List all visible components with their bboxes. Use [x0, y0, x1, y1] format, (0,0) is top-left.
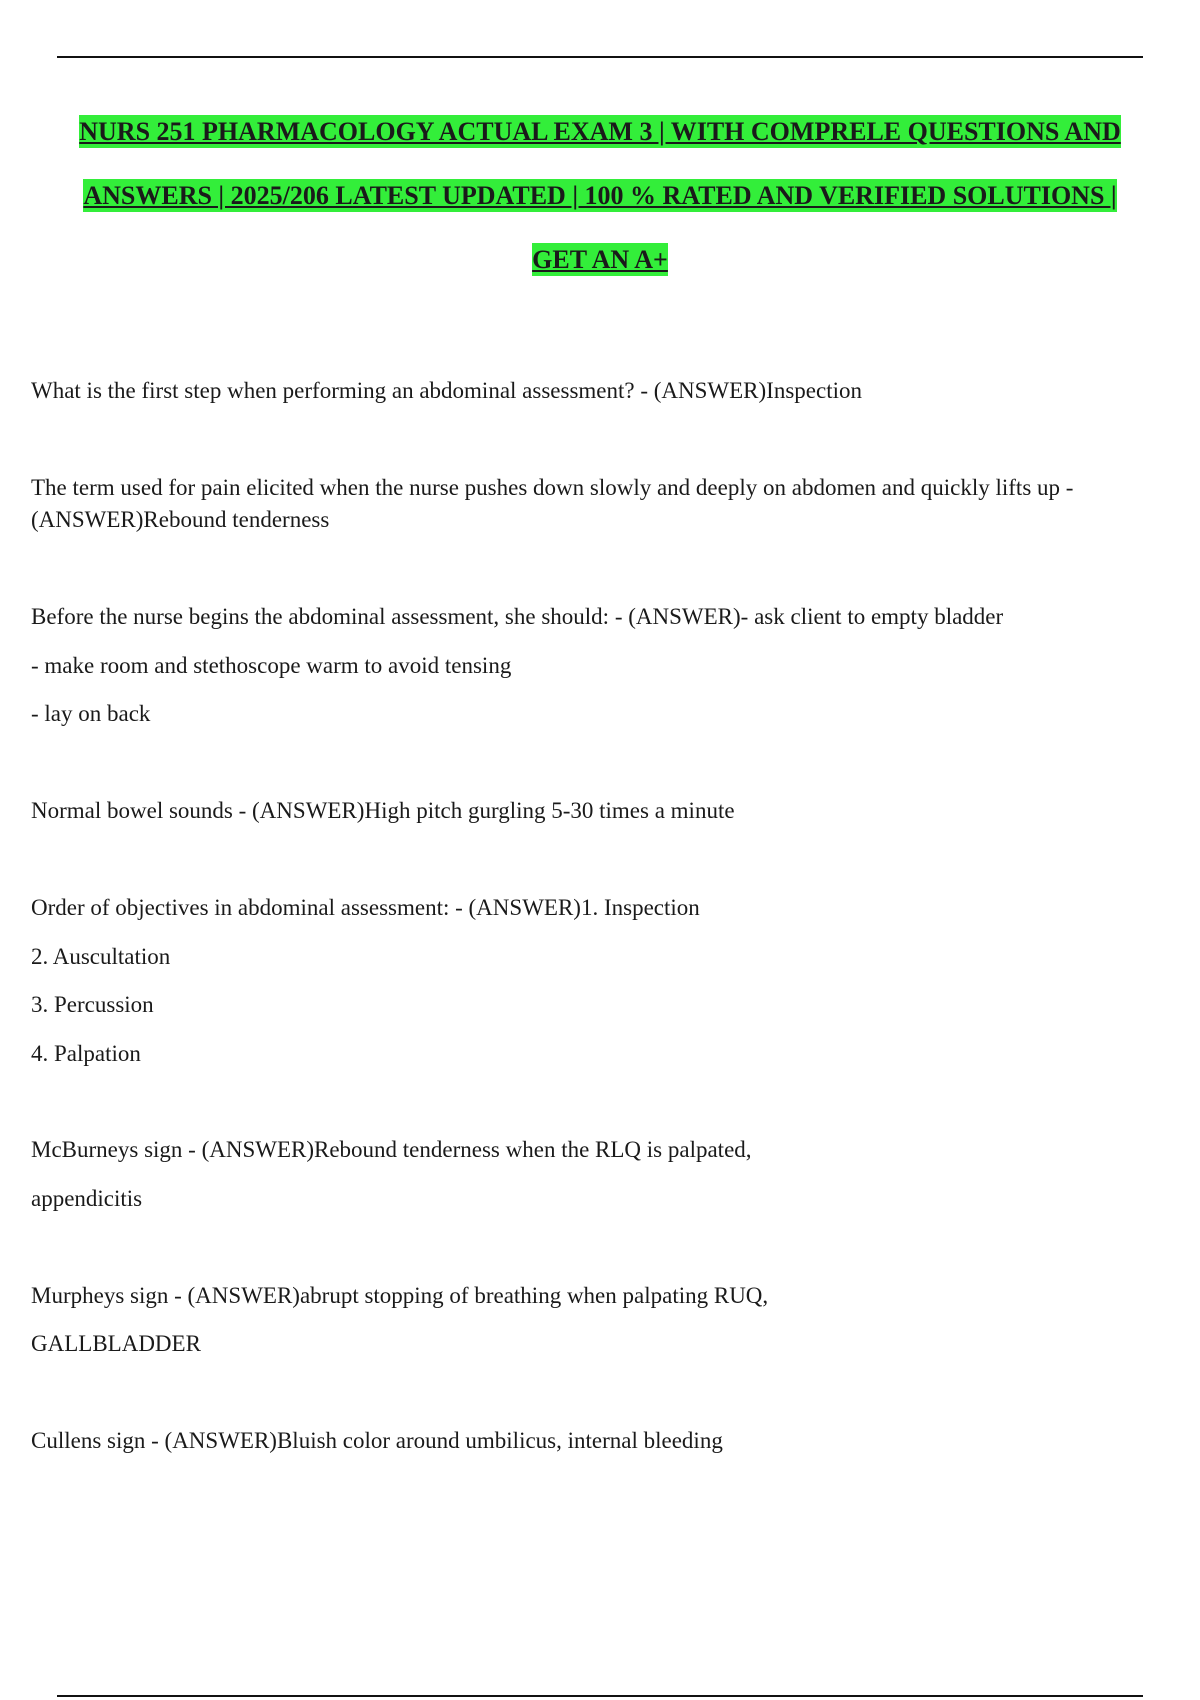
- qa-line-8: Order of objectives in abdominal assessment: - (ANSWER)1. Inspection: [31, 895, 700, 920]
- qa-line-14: Murpheys sign - (ANSWER)abrupt stopping of breathing when palpating RUQ,: [31, 1283, 769, 1308]
- qa-line-6: - lay on back: [31, 701, 151, 726]
- top-rule: [57, 56, 1143, 58]
- qa-line-3: (ANSWER)Rebound tenderness: [31, 507, 330, 532]
- qa-line-5: - make room and stethoscope warm to avoid tensing: [31, 653, 512, 678]
- qa-line-1: What is the first step when performing an abdominal assessment? - (ANSWER)Inspection: [31, 378, 862, 403]
- qa-line-13: appendicitis: [31, 1186, 143, 1211]
- qa-line-16: Cullens sign - (ANSWER)Bluish color around umbilicus, internal bleeding: [31, 1428, 723, 1453]
- qa-line-11: 4. Palpation: [31, 1041, 141, 1066]
- qa-line-7: Normal bowel sounds - (ANSWER)High pitch gurgling 5-30 times a minute: [31, 798, 735, 823]
- document-title-line-2: ANSWERS | 2025/206 LATEST UPDATED | 100 % RATED AND VERIFIED SOLUTIONS |: [83, 181, 1117, 210]
- qa-line-15: GALLBLADDER: [31, 1331, 201, 1356]
- qa-line-4: Before the nurse begins the abdominal assessment, she should: - (ANSWER)- ask client to empty bladder: [31, 604, 1004, 629]
- qa-line-10: 3. Percussion: [31, 992, 154, 1017]
- qa-line-12: McBurneys sign - (ANSWER)Rebound tenderness when the RLQ is palpated,: [31, 1137, 752, 1162]
- bottom-rule: [57, 1695, 1143, 1697]
- document-title-line-1: NURS 251 PHARMACOLOGY ACTUAL EXAM 3 | WITH COMPRELE QUESTIONS AND: [79, 117, 1121, 146]
- qa-line-2: The term used for pain elicited when the nurse pushes down slowly and deeply on abdomen and quickly lifts up -: [31, 475, 1074, 500]
- qa-line-9: 2. Auscultation: [31, 944, 171, 969]
- document-title-line-3: GET AN A+: [532, 245, 668, 274]
